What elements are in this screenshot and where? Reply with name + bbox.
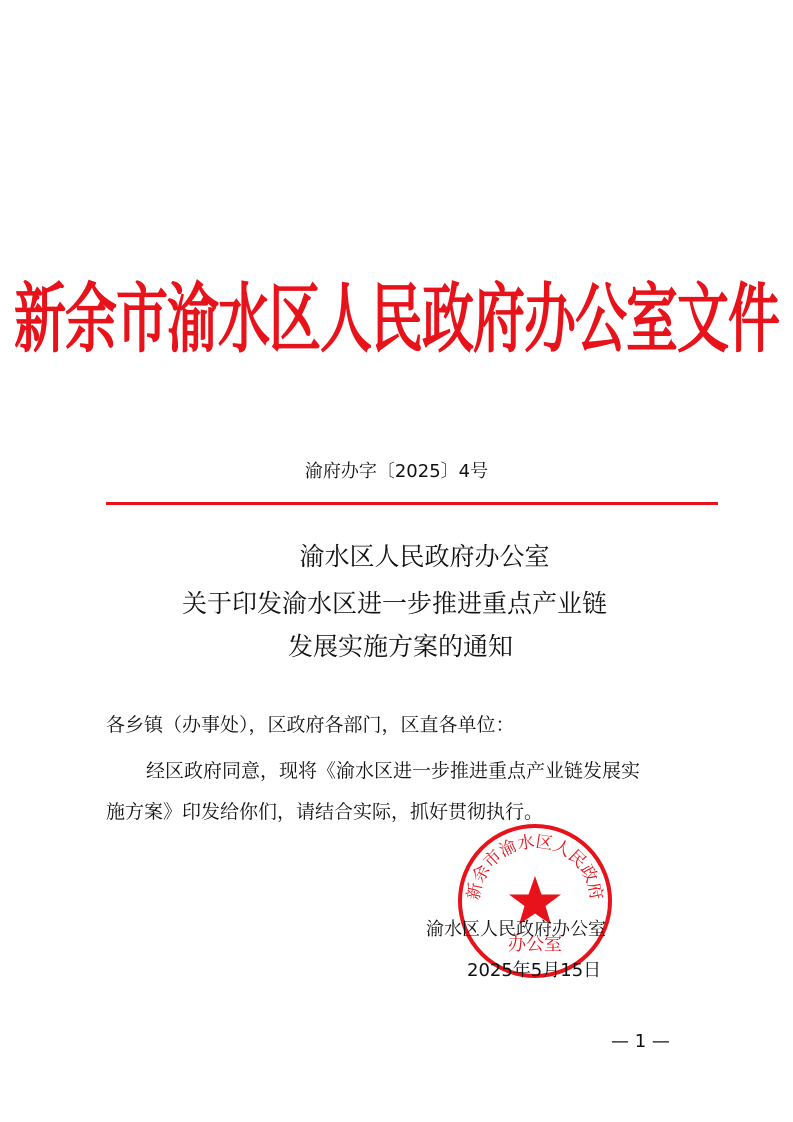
- title-line-3: 发展实施方案的通知: [287, 632, 513, 661]
- red-divider-line: [106, 502, 718, 505]
- document-masthead: 新余市渝水区人民政府办公室文件: [13, 275, 779, 364]
- title-line-2: 关于印发渝水区进一步推进重点产业链: [181, 589, 607, 618]
- page-number: — 1 —: [611, 1031, 670, 1052]
- salutation: 各乡镇（办事处），区政府各部门，区直各单位：: [106, 714, 515, 736]
- body-paragraph-line-2: 施方案》印发给你们，请结合实际，抓好贯彻执行。: [106, 801, 544, 823]
- seal-arc-text: 新余市渝水区人民政府: [463, 831, 607, 902]
- document-number: 渝府办字〔2025〕4号: [304, 461, 489, 482]
- body-paragraph-line-1: 经区政府同意，现将《渝水区进一步推进重点产业链发展实: [146, 760, 641, 782]
- seal-bottom-text: 办公室: [508, 934, 562, 955]
- title-line-1: 渝水区人民政府办公室: [299, 542, 550, 571]
- issue-date: 2025年5月15日: [467, 960, 602, 981]
- issuing-office: 渝水区人民政府办公室: [426, 919, 606, 940]
